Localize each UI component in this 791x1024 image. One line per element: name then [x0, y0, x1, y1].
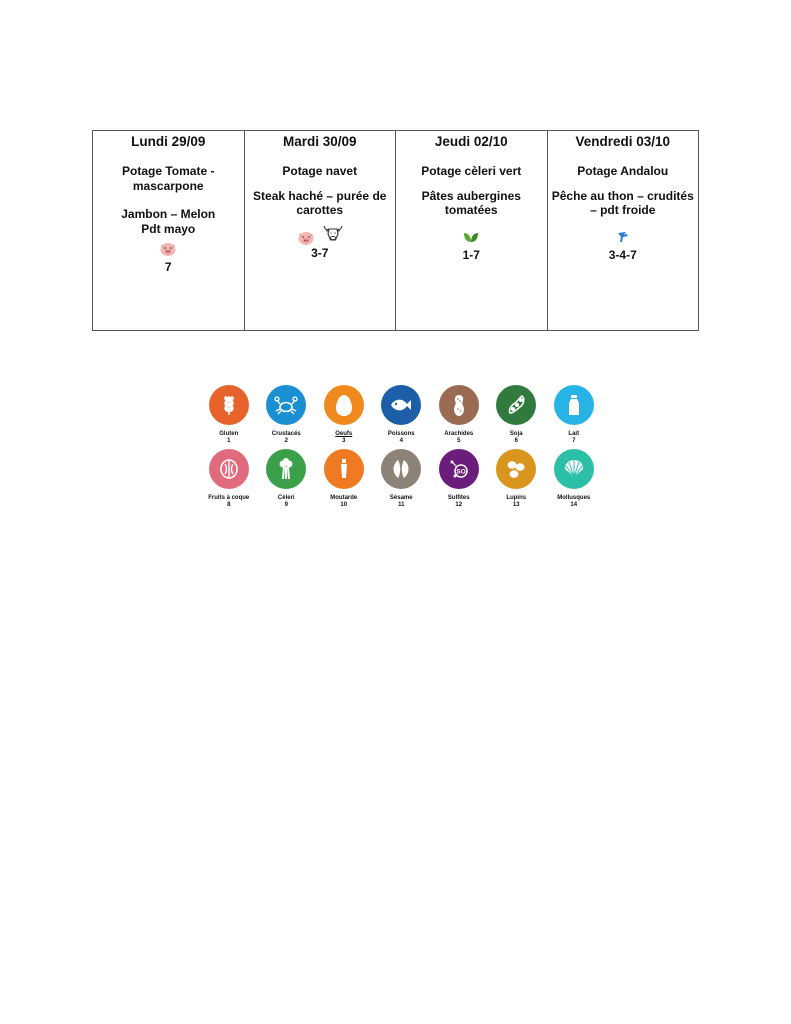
day-title: Vendredi 03/10 [575, 134, 671, 149]
allergen-number: 8 [227, 502, 231, 508]
soup-dish: Potage Andalou [577, 164, 669, 178]
allergen-sesame [373, 449, 431, 509]
lupin-icon [496, 449, 536, 489]
allergen-number: 7 [572, 438, 576, 444]
allergen-number: 6 [514, 438, 518, 444]
allergen-legend [200, 385, 596, 509]
allergen-mustard [315, 449, 373, 509]
allergen-number: 10 [340, 502, 348, 508]
allergen-name: Soja [509, 431, 523, 437]
celery-icon [266, 449, 306, 489]
dish-icons [249, 224, 392, 246]
day-cell-thursday [396, 131, 548, 331]
soy-icon [496, 385, 536, 425]
mustard-icon [324, 449, 364, 489]
day-title: Lundi 29/09 [131, 134, 206, 149]
allergen-number: 1 [227, 438, 231, 444]
allergen-name: Mollusques [557, 495, 591, 501]
shell-icon [554, 449, 594, 489]
sulfite-icon [439, 449, 479, 489]
allergen-molluscs [545, 449, 603, 509]
allergen-codes: 1-7 [462, 247, 480, 262]
dish-icons [97, 238, 240, 260]
allergen-number: 9 [284, 502, 288, 508]
allergen-number: 4 [399, 438, 403, 444]
allergen-sulphites [430, 449, 488, 509]
peanut-icon [439, 385, 479, 425]
allergen-name: Moutarde [330, 495, 358, 501]
allergen-name: Oeufs [335, 431, 353, 437]
allergen-name: Poissons [387, 431, 415, 437]
allergen-milk [545, 385, 603, 445]
allergen-number: 5 [457, 438, 461, 444]
allergen-peanuts [430, 385, 488, 445]
weekly-menu-table [92, 130, 699, 331]
dish-icons [400, 226, 543, 248]
allergen-crustaceans [258, 385, 316, 445]
allergen-number: 2 [284, 438, 288, 444]
allergen-codes: 7 [164, 260, 172, 274]
day-title: Jeudi 02/10 [434, 134, 508, 149]
pig-icon [159, 241, 177, 257]
dish-icons [552, 226, 695, 248]
allergen-name: Sulfites [447, 495, 470, 501]
main-dish: Pâtes aubergines tomatées [421, 188, 521, 217]
allergen-name: Sésame [389, 495, 413, 501]
allergen-name: Arachides [444, 431, 474, 437]
day-cell-friday [547, 131, 699, 331]
allergen-name: Céleri [277, 495, 295, 501]
egg-icon [324, 385, 364, 425]
allergen-name: Gluten [219, 431, 239, 437]
sesame-icon [381, 449, 421, 489]
allergen-name: Lait [568, 431, 580, 437]
allergen-codes: 3-7 [311, 245, 329, 260]
allergen-number: 12 [455, 502, 463, 508]
allergen-name: Lupins [506, 495, 527, 501]
allergen-soy [488, 385, 546, 445]
bull-icon [323, 224, 343, 242]
milk-icon [554, 385, 594, 425]
nut-icon [209, 449, 249, 489]
main-dish: Steak haché – purée de carottes [253, 188, 387, 217]
pig-icon [297, 230, 315, 246]
svg-text:SO: SO [456, 468, 466, 476]
day-cell-monday [93, 131, 245, 331]
allergen-fish [373, 385, 431, 445]
allergen-gluten [200, 385, 258, 445]
main-dish: Pêche au thon – crudités – pdt froide [551, 188, 694, 217]
main-dish: Jambon – Melon Pdt mayo [121, 207, 216, 236]
allergen-name: Crustacés [271, 431, 301, 437]
wheat-icon [209, 385, 249, 425]
allergen-eggs [315, 385, 373, 445]
allergen-number: 13 [512, 502, 520, 508]
allergen-lupin [488, 449, 546, 509]
soup-dish: Potage Tomate - mascarpone [122, 164, 215, 193]
allergen-number: 14 [570, 502, 578, 508]
allergen-name: Fruits à coque [208, 495, 250, 501]
day-title: Mardi 30/09 [282, 134, 357, 149]
fish-icon [381, 385, 421, 425]
fish-icon [617, 231, 629, 243]
allergen-codes: 3-4-7 [608, 247, 637, 262]
menu-row [93, 131, 699, 331]
soup-dish: Potage navet [282, 164, 358, 178]
day-cell-tuesday [244, 131, 396, 331]
allergen-tree-nuts [200, 449, 258, 509]
allergen-celery [258, 449, 316, 509]
allergen-number: 3 [342, 438, 346, 444]
soup-dish: Potage cèleri vert [421, 164, 522, 178]
allergen-number: 11 [398, 502, 405, 508]
leaf-icon [463, 231, 479, 243]
crab-icon [266, 385, 306, 425]
